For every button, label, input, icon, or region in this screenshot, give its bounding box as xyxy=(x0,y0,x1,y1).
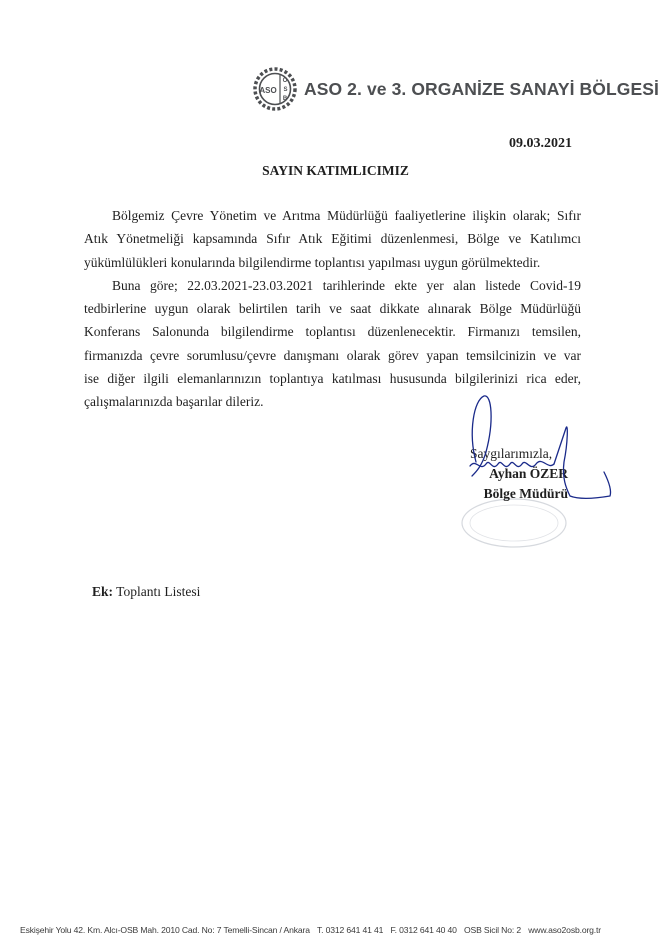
aso-osb-logo xyxy=(252,66,298,112)
paragraph-2-line: Buna göre; 22.03.2021-23.03.2021 tarihlerinde ekte yer alan listede Covid-19 xyxy=(112,277,581,293)
signatory-name: Ayhan ÖZER xyxy=(489,466,568,481)
paragraph-2-line: ise diğer ilgili elemanlarınızın toplantıya katılması hususunda bilgilerinizi rica eder, xyxy=(84,371,581,387)
paragraph-1-line: Bölgemiz Çevre Yönetim ve Arıtma Müdürlüğü faaliyetlerine ilişkin olarak; Sıfır xyxy=(112,208,581,223)
handwritten-signature xyxy=(458,392,618,512)
svg-text:O: O xyxy=(282,78,288,84)
closing-phrase: Saygılarımızla, xyxy=(470,446,553,461)
attachment-line xyxy=(92,584,200,600)
paragraph-1 xyxy=(84,204,581,274)
footer-contact xyxy=(20,925,660,935)
paragraph-1-line: Atık Yönetmeliği kapsamında Sıfır Atık Eğitimi düzenlenmesi, Bölge ve Katılımcı xyxy=(84,231,581,247)
letterhead xyxy=(252,66,659,112)
paragraph-1-line: yükümlülükleri konularında bilgilendirme toplantısı yapılması uygun görülmektedir. xyxy=(84,254,541,270)
paragraph-2-line: Konferans Salonunda bilgilendirme toplantısı düzenlenecektir. Firmanızı temsilen, xyxy=(84,324,581,340)
organization-name: ASO 2. ve 3. ORGANİZE SANAYİ BÖLGESİ xyxy=(304,78,659,99)
paragraph-2-line: firmanızda çevre sorumlusu/çevre danışmanı olarak görev yapan temsilcinizin ve var xyxy=(84,347,581,363)
svg-text:ASO: ASO xyxy=(259,86,277,95)
letter-body xyxy=(84,204,581,414)
footer-phone: T. 0312 641 41 41 xyxy=(316,925,384,935)
footer-registry: OSB Sicil No: 2 xyxy=(463,925,521,935)
svg-text:S: S xyxy=(283,87,288,93)
footer-fax: F. 0312 641 40 40 xyxy=(390,925,457,935)
attachment-label: Ek: xyxy=(92,584,114,599)
salutation: SAYIN KATIMLICIMIZ xyxy=(262,163,409,178)
svg-text:B: B xyxy=(282,96,288,102)
footer-website: www.aso2osb.org.tr xyxy=(528,925,601,935)
paragraph-2-line: çalışmalarınızda başarılar dileriz. xyxy=(84,394,264,410)
paragraph-2-line: tedbirlerine uygun olarak belirtilen tarih ve saat dikkate alınarak Bölge Müdürlüğü xyxy=(84,301,581,317)
footer-address: Eskişehir Yolu 42. Km. Alcı-OSB Mah. 2010 Cad. No: 7 Temelli-Sincan / Ankara xyxy=(20,925,310,935)
attachment-value: Toplantı Listesi xyxy=(116,584,201,599)
letter-date: 09.03.2021 xyxy=(509,136,572,151)
signatory-title: Bölge Müdürü xyxy=(483,486,568,501)
